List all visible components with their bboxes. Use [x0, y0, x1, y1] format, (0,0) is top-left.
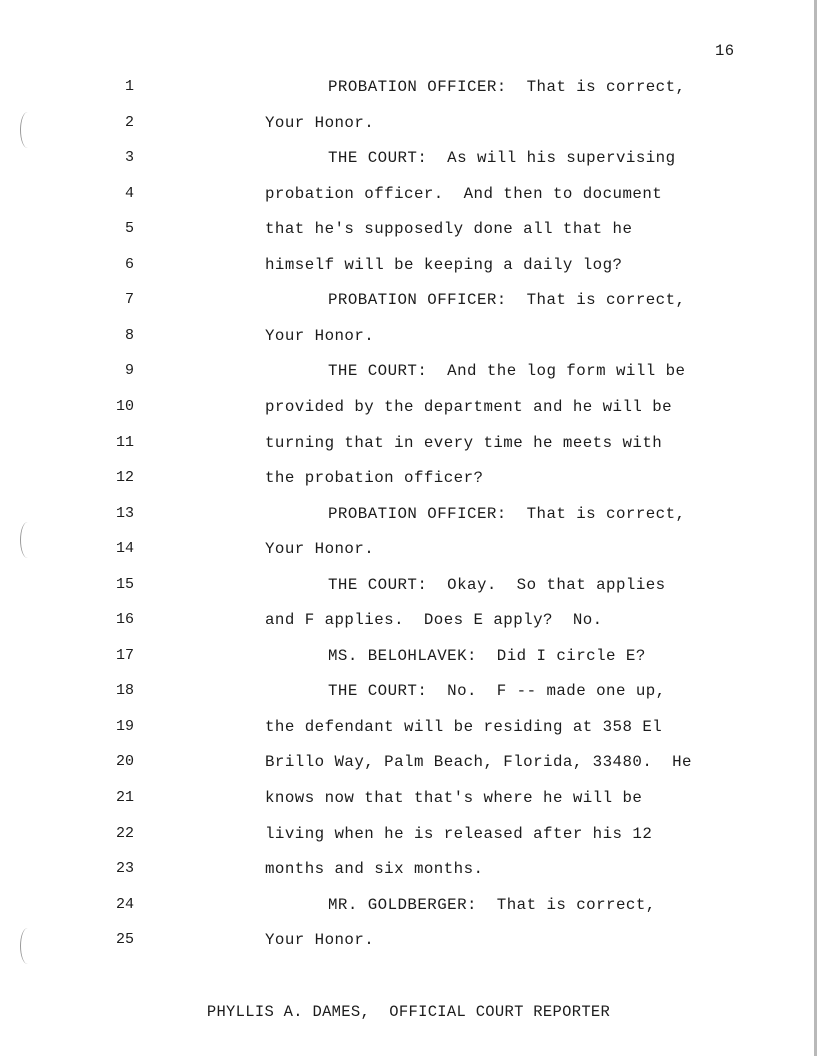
transcript-line	[0, 78, 817, 100]
transcript-line	[0, 434, 817, 456]
transcript-line	[0, 718, 817, 740]
transcript-line	[0, 860, 817, 882]
transcript-line	[0, 931, 817, 953]
line-text: months and six months.	[265, 860, 484, 879]
line-number: 23	[115, 860, 134, 878]
line-text: THE COURT: As will his supervising	[328, 149, 676, 168]
line-text: THE COURT: Okay. So that applies	[328, 575, 666, 594]
line-number: 12	[115, 469, 134, 486]
line-number: 25	[115, 931, 134, 949]
transcript-line	[0, 825, 817, 847]
line-text: turning that in every time he meets with	[265, 433, 663, 452]
line-number: 8	[124, 326, 134, 344]
line-text: Brillo Way, Palm Beach, Florida, 33480. He	[265, 753, 692, 772]
line-text: PROBATION OFFICER: That is correct,	[328, 504, 686, 523]
line-number: 5	[124, 220, 134, 238]
line-text: THE COURT: And the log form will be	[328, 362, 686, 381]
transcript-line	[0, 469, 817, 491]
line-text: that he's supposedly done all that he	[265, 220, 633, 239]
line-number: 17	[115, 646, 134, 664]
transcript-line	[0, 540, 817, 562]
transcript-line	[0, 291, 817, 313]
line-number: 24	[115, 895, 134, 913]
transcript-line	[0, 647, 817, 669]
transcript-line	[0, 753, 817, 775]
transcript-line	[0, 185, 817, 207]
line-text: MS. BELOHLAVEK: Did I circle E?	[328, 646, 646, 665]
line-number: 14	[115, 540, 134, 558]
line-text: living when he is released after his 12	[265, 824, 653, 843]
line-number: 20	[115, 753, 134, 771]
line-number: 6	[124, 255, 134, 273]
line-number: 1	[124, 78, 134, 95]
line-text: knows now that that's where he will be	[265, 789, 643, 807]
line-number: 3	[124, 149, 134, 167]
line-number: 16	[115, 611, 134, 629]
line-number: 21	[115, 789, 134, 806]
transcript-line	[0, 256, 817, 278]
line-number: 4	[124, 184, 134, 202]
transcript-line	[0, 505, 817, 527]
line-number: 7	[124, 291, 134, 309]
transcript-line	[0, 611, 817, 633]
line-number: 10	[115, 397, 134, 415]
line-number: 2	[124, 113, 134, 131]
transcript-line	[0, 789, 817, 811]
transcript-line	[0, 896, 817, 918]
line-text: PROBATION OFFICER: That is correct,	[328, 78, 686, 96]
line-text: MR. GOLDBERGER: That is correct,	[328, 895, 656, 914]
line-text: probation officer. And then to document	[265, 184, 663, 203]
line-text: PROBATION OFFICER: That is correct,	[328, 291, 686, 310]
transcript-line	[0, 220, 817, 242]
transcript-line	[0, 398, 817, 420]
page-number: 16	[715, 42, 735, 60]
line-number: 13	[115, 504, 134, 522]
transcript-line	[0, 114, 817, 136]
line-text: THE COURT: No. F -- made one up,	[328, 682, 666, 701]
transcript-line	[0, 362, 817, 384]
transcript-line	[0, 682, 817, 704]
line-number: 11	[115, 433, 134, 451]
line-text: Your Honor.	[265, 931, 375, 950]
line-text: Your Honor.	[265, 113, 375, 132]
line-text: provided by the department and he will be	[265, 397, 673, 416]
transcript-line	[0, 149, 817, 171]
footer-reporter: PHYLLIS A. DAMES, OFFICIAL COURT REPORTER	[206, 1003, 611, 1021]
line-text: Your Honor.	[265, 540, 375, 559]
line-number: 9	[124, 362, 134, 380]
line-number: 19	[115, 717, 134, 735]
line-text: and F applies. Does E apply? No.	[265, 611, 603, 630]
line-text: Your Honor.	[265, 326, 375, 345]
transcript-line	[0, 327, 817, 349]
transcript-line	[0, 576, 817, 598]
line-text: himself will be keeping a daily log?	[265, 255, 623, 274]
line-text: the probation officer?	[265, 469, 484, 487]
line-number: 18	[115, 682, 134, 700]
line-number: 22	[115, 824, 134, 842]
line-text: the defendant will be residing at 358 El	[265, 717, 663, 736]
line-number: 15	[115, 575, 134, 593]
